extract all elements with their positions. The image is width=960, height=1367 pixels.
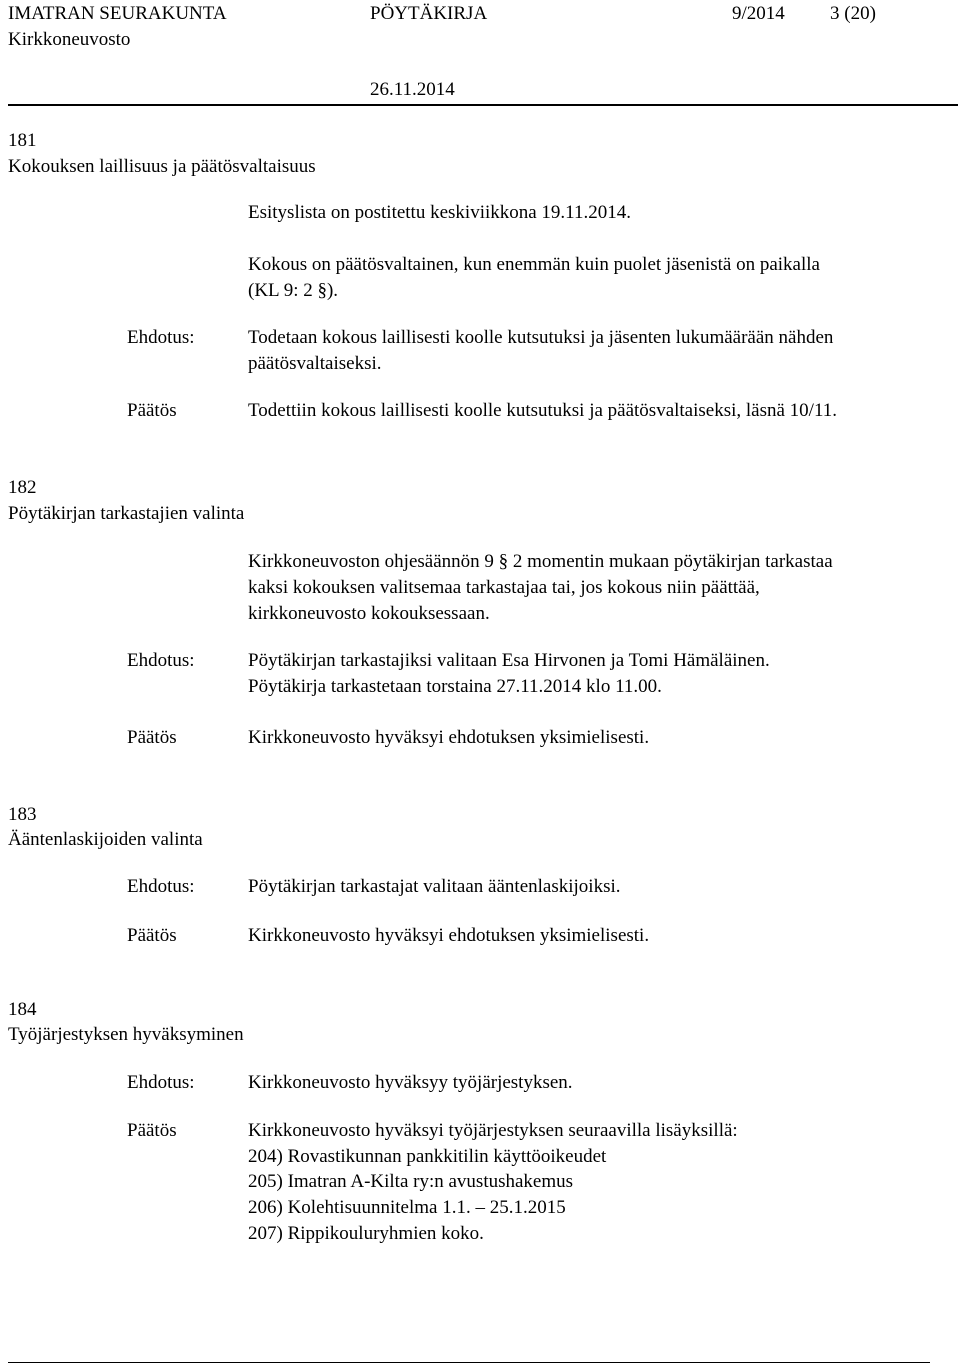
section-title: Pöytäkirjan tarkastajien valinta <box>8 503 245 524</box>
proposal-label: Ehdotus: <box>127 650 195 671</box>
decision-label: Päätös <box>127 727 177 748</box>
decision-text: Todettiin kokous laillisesti koolle kutsutuksi ja päätösvaltaiseksi, läsnä 10/11. <box>248 400 838 421</box>
section-text: kirkkoneuvosto kokouksessaan. <box>248 603 490 624</box>
section-title: Työjärjestyksen hyväksyminen <box>8 1024 244 1045</box>
section-title: Kokouksen laillisuus ja päätösvaltaisuus <box>8 156 316 177</box>
section-text: kaksi kokouksen valitsemaa tarkastajaa tai, jos kokous niin päättää, <box>248 577 760 598</box>
document-type: PÖYTÄKIRJA <box>370 3 488 24</box>
document-number: 9/2014 <box>732 3 785 24</box>
section-number: 184 <box>8 999 37 1020</box>
decision-text: Kirkkoneuvosto hyväksyi työjärjestyksen seuraavilla lisäyksillä: <box>248 1120 738 1141</box>
section-text: Kokous on päätösvaltainen, kun enemmän kuin puolet jäsenistä on paikalla <box>248 254 820 275</box>
section-number: 182 <box>8 477 37 498</box>
proposal-text: Todetaan kokous laillisesti koolle kutsutuksi ja jäsenten lukumäärään nähden <box>248 327 834 348</box>
page-number: 3 (20) <box>830 3 876 24</box>
decision-list-item: 207) Rippikouluryhmien koko. <box>248 1223 484 1244</box>
section-number: 183 <box>8 804 37 825</box>
section-number: 181 <box>8 130 37 151</box>
organization-name: IMATRAN SEURAKUNTA <box>8 3 227 24</box>
proposal-text: Pöytäkirjan tarkastajiksi valitaan Esa Hirvonen ja Tomi Hämäläinen. <box>248 650 770 671</box>
decision-list-item: 205) Imatran A-Kilta ry:n avustushakemus <box>248 1171 574 1192</box>
section-text: Kirkkoneuvoston ohjesäännön 9 § 2 momentin mukaan pöytäkirjan tarkastaa <box>248 551 833 572</box>
decision-label: Päätös <box>127 1120 177 1141</box>
section-text: Esityslista on postitettu keskiviikkona 19.11.2014. <box>248 202 631 223</box>
section-text: (KL 9: 2 §). <box>248 280 339 301</box>
proposal-label: Ehdotus: <box>127 1072 195 1093</box>
section-title: Ääntenlaskijoiden valinta <box>8 829 203 850</box>
proposal-text: päätösvaltaiseksi. <box>248 353 382 374</box>
proposal-text: Pöytäkirja tarkastetaan torstaina 27.11.2014 klo 11.00. <box>248 676 662 697</box>
decision-text: Kirkkoneuvosto hyväksyi ehdotuksen yksimielisesti. <box>248 925 650 946</box>
header-divider <box>8 104 958 106</box>
proposal-text: Kirkkoneuvosto hyväksyy työjärjestyksen. <box>248 1072 573 1093</box>
body-name: Kirkkoneuvosto <box>8 29 131 50</box>
meeting-date: 26.11.2014 <box>370 79 455 100</box>
decision-list-item: 204) Rovastikunnan pankkitilin käyttöoikeudet <box>248 1146 607 1167</box>
decision-label: Päätös <box>127 925 177 946</box>
decision-list-item: 206) Kolehtisuunnitelma 1.1. – 25.1.2015 <box>248 1197 566 1218</box>
decision-text: Kirkkoneuvosto hyväksyi ehdotuksen yksimielisesti. <box>248 727 650 748</box>
proposal-label: Ehdotus: <box>127 876 195 897</box>
decision-label: Päätös <box>127 400 177 421</box>
footer-divider <box>8 1362 930 1363</box>
proposal-label: Ehdotus: <box>127 327 195 348</box>
proposal-text: Pöytäkirjan tarkastajat valitaan ääntenlaskijoiksi. <box>248 876 621 897</box>
